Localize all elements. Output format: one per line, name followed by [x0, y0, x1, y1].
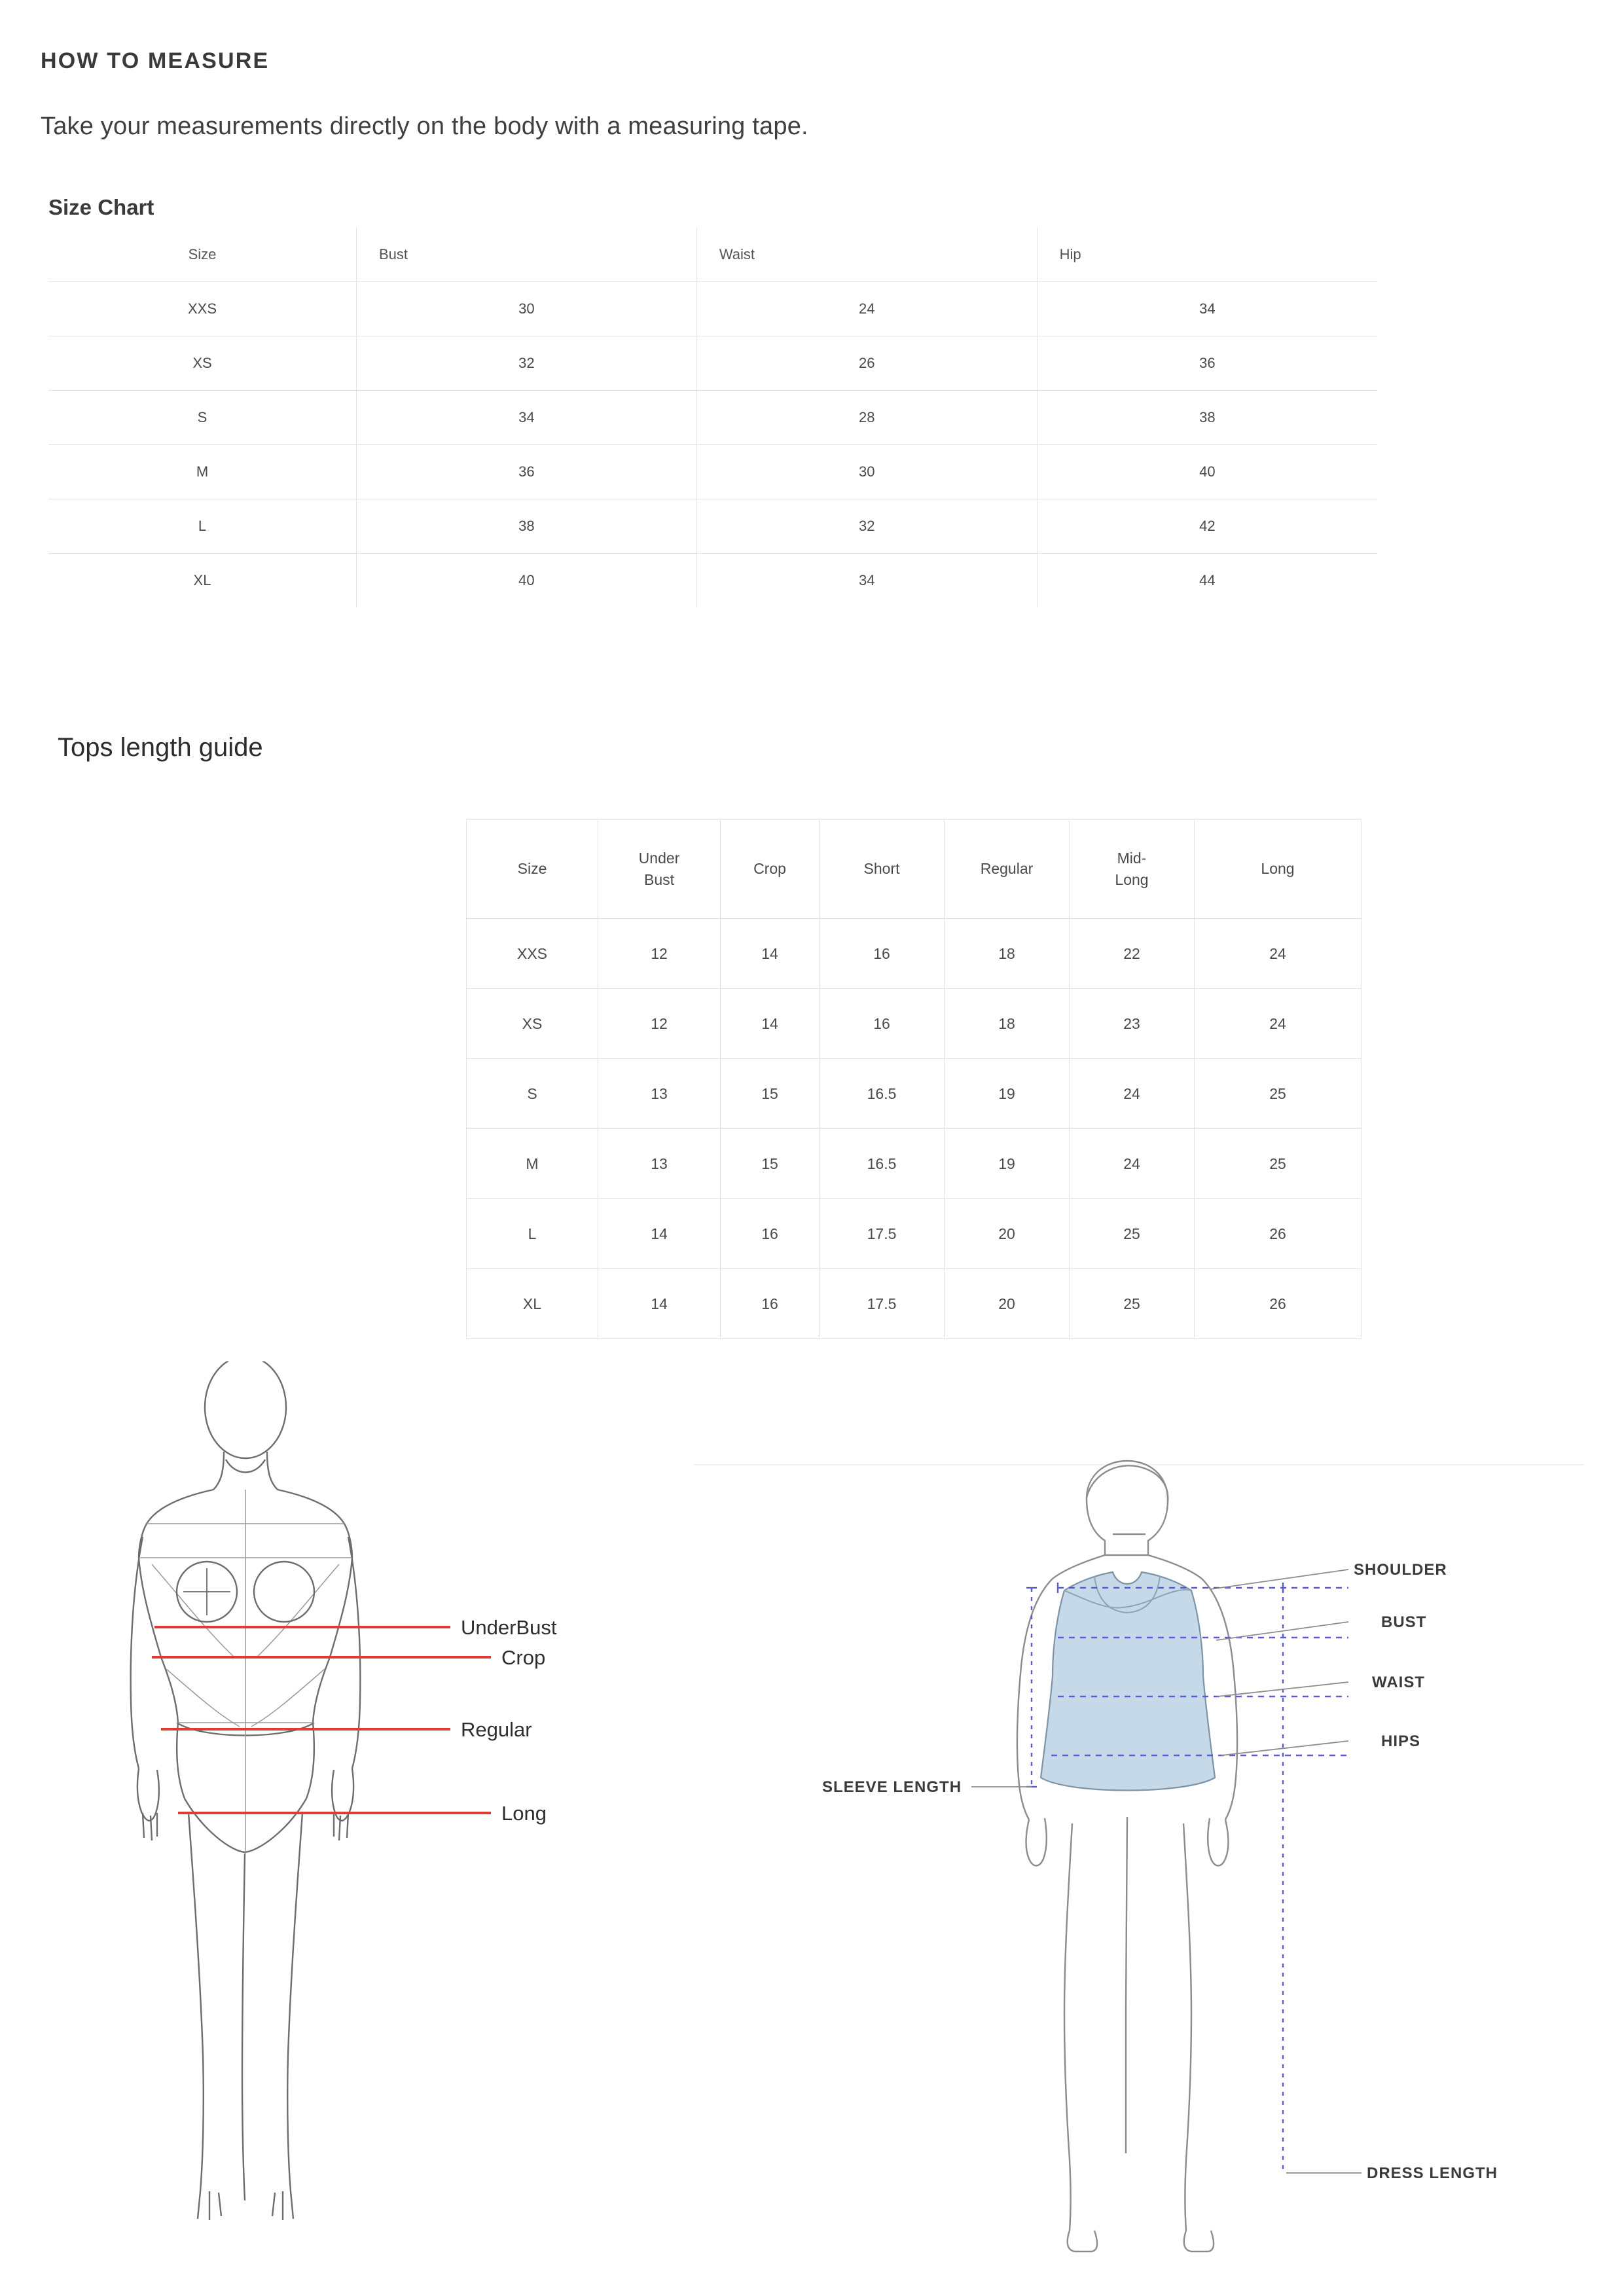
cell-size: XL: [467, 1269, 598, 1339]
cell-short: 17.5: [820, 1199, 945, 1269]
cell-size: XS: [467, 989, 598, 1059]
cell-long: 25: [1195, 1129, 1362, 1199]
tops-length-table: [466, 819, 1362, 1339]
cell-hip: 44: [1037, 554, 1377, 608]
size-chart-title: Size Chart: [48, 195, 154, 219]
page-title: HOW TO MEASURE: [41, 48, 270, 73]
cell-hip: 38: [1037, 391, 1377, 445]
table-row: [48, 499, 1377, 554]
cell-under-bust: 12: [598, 919, 721, 989]
label-hips: HIPS: [1381, 1732, 1421, 1750]
cell-size: L: [48, 499, 357, 554]
header-line: Long: [1261, 860, 1295, 878]
cell-size: XL: [48, 554, 357, 608]
label-bust: BUST: [1381, 1613, 1427, 1631]
column-header-long: [1195, 820, 1362, 919]
length-marker-lines: [152, 1627, 491, 1813]
cell-regular: 20: [945, 1269, 1070, 1339]
header-line: Crop: [753, 860, 786, 878]
table-row: [48, 336, 1377, 391]
table-row: [48, 554, 1377, 608]
cell-size: M: [48, 445, 357, 499]
cell-regular: 19: [945, 1059, 1070, 1129]
dress-measurement-illustration: [694, 1460, 1584, 2278]
cell-size: XXS: [48, 282, 357, 336]
column-header-size: Size: [48, 228, 357, 282]
label-long: Long: [501, 1802, 547, 1825]
label-sleeve-length: SLEEVE LENGTH: [822, 1778, 962, 1796]
cell-regular: 20: [945, 1199, 1070, 1269]
table-row: [48, 445, 1377, 499]
size-chart-table-wrapper: [48, 228, 1377, 607]
cell-under-bust: 13: [598, 1059, 721, 1129]
label-crop: Crop: [501, 1646, 546, 1669]
cell-size: L: [467, 1199, 598, 1269]
column-header-mid-long: [1070, 820, 1195, 919]
header-line: Bust: [643, 871, 675, 888]
cell-size: S: [467, 1059, 598, 1129]
header-line: Long: [1115, 871, 1149, 888]
column-header-hip: Hip: [1037, 228, 1377, 282]
header-line: Under: [638, 849, 680, 867]
dress-garment: [1041, 1572, 1215, 1791]
cell-crop: 16: [721, 1199, 820, 1269]
cell-size: XS: [48, 336, 357, 391]
cell-waist: 32: [696, 499, 1037, 554]
cell-mid-long: 24: [1070, 1129, 1195, 1199]
cell-long: 26: [1195, 1269, 1362, 1339]
cell-bust: 34: [357, 391, 697, 445]
cell-mid-long: 24: [1070, 1059, 1195, 1129]
header-line: Short: [863, 860, 900, 878]
cell-short: 16: [820, 919, 945, 989]
cell-mid-long: 23: [1070, 989, 1195, 1059]
tops-length-table-wrapper: [466, 819, 1362, 1339]
header-line: Mid-: [1117, 849, 1147, 867]
cell-bust: 38: [357, 499, 697, 554]
table-row: [467, 1269, 1362, 1339]
cell-regular: 18: [945, 919, 1070, 989]
cell-waist: 26: [696, 336, 1037, 391]
cell-long: 26: [1195, 1199, 1362, 1269]
table-row: [48, 282, 1377, 336]
cell-hip: 42: [1037, 499, 1377, 554]
table-row: [467, 919, 1362, 989]
cell-hip: 36: [1037, 336, 1377, 391]
column-header-bust: Bust: [357, 228, 697, 282]
cell-short: 16.5: [820, 1059, 945, 1129]
cell-size: XXS: [467, 919, 598, 989]
cell-bust: 40: [357, 554, 697, 608]
table-row: [467, 989, 1362, 1059]
cell-regular: 19: [945, 1129, 1070, 1199]
cell-crop: 16: [721, 1269, 820, 1339]
cell-short: 16.5: [820, 1129, 945, 1199]
table-header-row: [467, 820, 1362, 919]
header-line: Size: [517, 860, 547, 878]
page-subtitle: Take your measurements directly on the body with a measuring tape.: [41, 113, 808, 140]
cell-hip: 40: [1037, 445, 1377, 499]
cell-long: 24: [1195, 919, 1362, 989]
cell-under-bust: 13: [598, 1129, 721, 1199]
dress-body: [1041, 1572, 1215, 1791]
cell-long: 24: [1195, 989, 1362, 1059]
cell-size: M: [467, 1129, 598, 1199]
cell-mid-long: 25: [1070, 1199, 1195, 1269]
cell-crop: 14: [721, 989, 820, 1059]
cell-long: 25: [1195, 1059, 1362, 1129]
cell-waist: 34: [696, 554, 1037, 608]
column-header-size: [467, 820, 598, 919]
cell-short: 16: [820, 989, 945, 1059]
cell-hip: 34: [1037, 282, 1377, 336]
label-waist: WAIST: [1372, 1674, 1425, 1691]
table-row: [48, 391, 1377, 445]
column-header-waist: Waist: [696, 228, 1037, 282]
column-header-short: [820, 820, 945, 919]
label-shoulder: SHOULDER: [1354, 1561, 1447, 1579]
cell-crop: 14: [721, 919, 820, 989]
cell-short: 17.5: [820, 1269, 945, 1339]
cell-under-bust: 14: [598, 1269, 721, 1339]
cell-regular: 18: [945, 989, 1070, 1059]
label-underbust: UnderBust: [461, 1616, 557, 1639]
cell-under-bust: 12: [598, 989, 721, 1059]
cell-crop: 15: [721, 1129, 820, 1199]
column-header-under-bust: [598, 820, 721, 919]
cell-waist: 28: [696, 391, 1037, 445]
header-line: Regular: [980, 860, 1034, 878]
table-row: [467, 1129, 1362, 1199]
tops-length-illustration: [79, 1361, 733, 2265]
cell-bust: 36: [357, 445, 697, 499]
label-dress-length: DRESS LENGTH: [1367, 2164, 1498, 2182]
table-row: [467, 1199, 1362, 1269]
tops-length-guide-title: Tops length guide: [58, 733, 263, 762]
size-chart-table: [48, 228, 1377, 607]
cell-mid-long: 25: [1070, 1269, 1195, 1339]
table-row: [467, 1059, 1362, 1129]
cell-bust: 32: [357, 336, 697, 391]
cell-waist: 30: [696, 445, 1037, 499]
table-header-row: [48, 228, 1377, 282]
column-header-regular: [945, 820, 1070, 919]
cell-bust: 30: [357, 282, 697, 336]
cell-mid-long: 22: [1070, 919, 1195, 989]
label-regular: Regular: [461, 1718, 532, 1741]
cell-waist: 24: [696, 282, 1037, 336]
column-header-crop: [721, 820, 820, 919]
cell-crop: 15: [721, 1059, 820, 1129]
cell-under-bust: 14: [598, 1199, 721, 1269]
mannequin-outline: [131, 1361, 361, 2220]
cell-size: S: [48, 391, 357, 445]
